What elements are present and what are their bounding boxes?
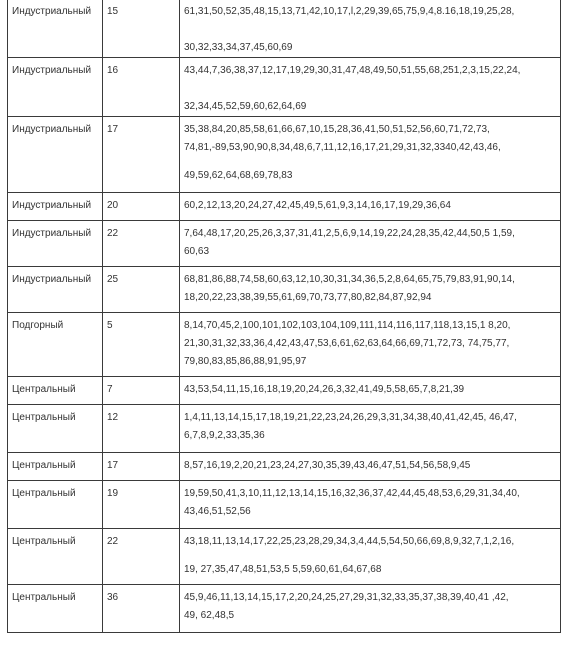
table-row [8, 221, 561, 267]
district-cell: Центральный [8, 585, 103, 633]
list-line: 60,63 [184, 246, 210, 257]
list-cell [180, 117, 561, 193]
list-line: 45,9,46,11,13,14,15,17,2,20,24,25,27,29,31,32,33,35,37,38,39,40,41 ,42, [184, 592, 509, 603]
list-line: 18,20,22,23,38,39,55,61,69,70,73,77,80,82,84,87,92,94 [184, 292, 432, 303]
district-cell: Центральный [8, 453, 103, 481]
number-cell: 19 [103, 481, 180, 529]
list-line: 43,53,54,11,15,16,18,19,20,24,26,3,32,41,49,5,58,65,7,8,21,39 [184, 384, 465, 395]
district-cell: Центральный [8, 481, 103, 529]
list-cell [180, 481, 561, 529]
list-cell [180, 193, 561, 221]
list-line: 60,2,12,13,20,24,27,42,45,49,5,61,9,3,14,16,17,19,29,36,64 [184, 200, 451, 211]
number-cell: 15 [103, 0, 180, 58]
district-cell: Индустриальный [8, 267, 103, 313]
list-line: 30,32,33,34,37,45,60,69 [184, 42, 293, 53]
number-cell: 17 [103, 117, 180, 193]
list-cell [180, 0, 561, 58]
list-line: 8,57,16,19,2,20,21,23,24,27,30,35,39,43,46,47,51,54,56,58,9,45 [184, 460, 471, 471]
number-cell: 20 [103, 193, 180, 221]
table-row [8, 0, 561, 58]
list-line: 32,34,45,52,59,60,62,64,69 [184, 101, 307, 112]
list-line: 74,81,-89,53,90,90,8,34,48,6,7,11,12,16,17,21,29,31,32,3340,42,43,46, [184, 142, 501, 153]
list-line: 49,59,62,64,68,69,78,83 [184, 170, 293, 181]
list-cell [180, 405, 561, 453]
table-row [8, 453, 561, 481]
list-line: 19, 27,35,47,48,51,53,5 5,59,60,61,64,67,68 [184, 564, 382, 575]
list-line: 68,81,86,88,74,58,60,63,12,10,30,31,34,36,5,2,8,64,65,75,79,83,91,90,14, [184, 274, 515, 285]
table-row [8, 193, 561, 221]
list-line: 21,30,31,32,33,36,4,42,43,47,53,6,61,62,63,64,66,69,71,72,73, 74,75,77, [184, 338, 510, 349]
list-cell [180, 529, 561, 585]
number-cell: 22 [103, 529, 180, 585]
number-cell: 25 [103, 267, 180, 313]
table-row [8, 481, 561, 529]
table-row [8, 117, 561, 193]
list-line: 8,14,70,45,2,100,101,102,103,104,109,111,114,116,117,118,13,15,1 8,20, [184, 320, 511, 331]
number-cell: 22 [103, 221, 180, 267]
district-cell: Центральный [8, 405, 103, 453]
district-cell: Индустриальный [8, 58, 103, 117]
list-line: 6,7,8,9,2,33,35,36 [184, 430, 265, 441]
district-cell: Индустриальный [8, 193, 103, 221]
table-row [8, 529, 561, 585]
table-row [8, 377, 561, 405]
list-line: 79,80,83,85,86,88,91,95,97 [184, 356, 307, 367]
list-cell [180, 58, 561, 117]
table-body [8, 0, 561, 633]
district-cell: Индустриальный [8, 117, 103, 193]
table-row [8, 267, 561, 313]
list-line: 43,18,11,13,14,17,22,25,23,28,29,34,3,4,44,5,54,50,66,69,8,9,32,7,1,2,16, [184, 536, 515, 547]
number-cell: 36 [103, 585, 180, 633]
number-cell: 5 [103, 313, 180, 377]
district-cell: Подгорный [8, 313, 103, 377]
table-row [8, 58, 561, 117]
addresses-table [7, 0, 561, 633]
list-cell [180, 313, 561, 377]
district-cell: Центральный [8, 377, 103, 405]
list-line: 35,38,84,20,85,58,61,66,67,10,15,28,36,41,50,51,52,56,60,71,72,73, [184, 124, 490, 135]
list-cell [180, 221, 561, 267]
table-row [8, 585, 561, 633]
district-cell: Индустриальный [8, 221, 103, 267]
list-line: 1,4,11,13,14,15,17,18,19,21,22,23,24,26,29,3,31,34,38,40,41,42,45, 46,47, [184, 412, 517, 423]
number-cell: 12 [103, 405, 180, 453]
table-row [8, 313, 561, 377]
list-line: 43,44,7,36,38,37,12,17,19,29,30,31,47,48,49,50,51,55,68,251,2,3,15,22,24, [184, 65, 521, 76]
table-row [8, 405, 561, 453]
list-line: 43,46,51,52,56 [184, 506, 251, 517]
list-line: 61,31,50,52,35,48,15,13,71,42,10,17,l,2,29,39,65,75,9,4,8.16,18,19,25,28, [184, 6, 515, 17]
list-line: 7,64,48,17,20,25,26,3,37,31,41,2,5,6,9,14,19,22,24,28,35,42,44,50,5 1,59, [184, 228, 515, 239]
number-cell: 16 [103, 58, 180, 117]
list-cell [180, 453, 561, 481]
number-cell: 7 [103, 377, 180, 405]
district-cell: Индустриальный [8, 0, 103, 58]
list-line: 49, 62,48,5 [184, 610, 235, 621]
district-cell: Центральный [8, 529, 103, 585]
number-cell: 17 [103, 453, 180, 481]
list-line: 19,59,50,41,3,10,11,12,13,14,15,16,32,36,37,42,44,45,48,53,6,29,31,34,40, [184, 488, 520, 499]
list-cell [180, 585, 561, 633]
list-cell [180, 377, 561, 405]
list-cell [180, 267, 561, 313]
